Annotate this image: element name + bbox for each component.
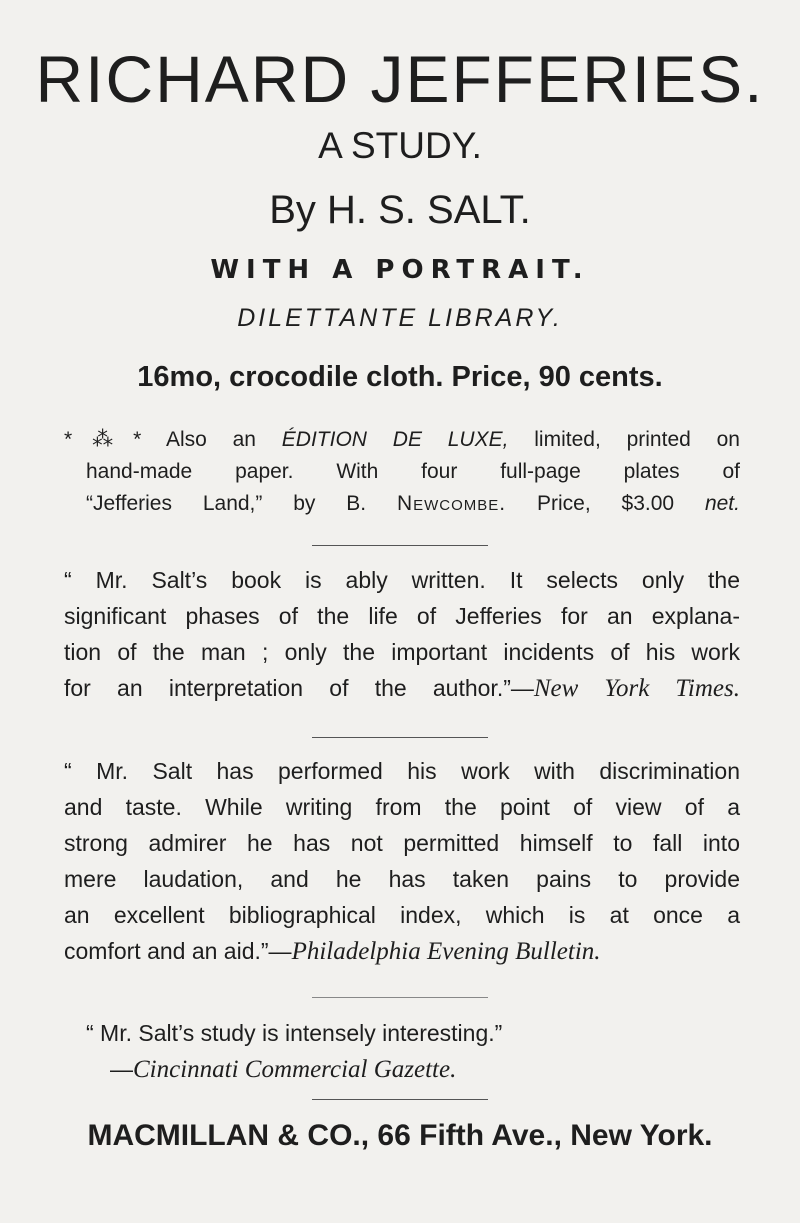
edition-note [64,424,740,520]
review-source: Cincinnati Commercial Gazette. [133,1056,457,1083]
review-line: “ Mr. Salt’s book is ably written. It selects only the [64,567,740,593]
review-quote [64,753,740,970]
author-name: H. S. SALT. [327,188,531,232]
edition-line1-rest: limited, printed on [534,428,740,451]
review-source: New York Times. [533,675,740,702]
review-line: significant phases of the life of Jefferies for an explana- [64,603,740,629]
review-line: an excellent bibliographical index, which is at once a [64,902,740,928]
author-byline [0,186,800,234]
review-quote [64,562,740,707]
review-line: “ Mr. Salt has performed his work with discrimination [64,758,740,784]
book-title: RICHARD JEFFERIES. [35,42,765,116]
byline-prefix: By [269,188,316,232]
edition-line2: hand-made paper. With four full-page plates of [86,460,740,483]
review-line: — [110,1056,133,1082]
review-line: comfort and an aid.”— [64,938,292,964]
divider [312,997,488,998]
review-line: strong admirer he has not permitted himself to fall into [64,830,740,856]
edition-name: ÉDITION DE LUXE, [281,428,509,451]
divider [312,1099,488,1100]
edition-net: net. [704,492,740,515]
publisher-footer: MACMILLAN & CO., 66 Fifth Ave., New York. [87,1119,713,1152]
review-quote [64,1015,740,1088]
series-name: DILETTANTE LIBRARY. [237,304,563,332]
review-line: mere laudation, and he has taken pains to provide [64,866,740,892]
book-subtitle: A STUDY. [318,125,482,166]
portrait-line: WITH A PORTRAIT. [210,255,590,285]
illustrator-name: Newcombe. [396,492,507,515]
divider [312,545,488,546]
divider [312,737,488,738]
edition-lead: Also an [165,428,256,451]
review-line: and taste. While writing from the point of view of a [64,794,740,820]
asterism: *⁂* [64,428,142,451]
review-line: tion of the man ; only the important incidents of his work [64,639,740,665]
review-line: “ Mr. Salt’s study is intensely interesting.” [86,1020,503,1046]
edition-price: Price, $3.00 [537,492,675,515]
review-source: Philadelphia Evening Bulletin. [291,938,601,965]
format-price: 16mo, crocodile cloth. Price, 90 cents. [137,361,663,393]
edition-line3-a: “Jefferies Land,” by B. [86,492,367,515]
review-line: for an interpretation of the author.”— [64,675,534,701]
